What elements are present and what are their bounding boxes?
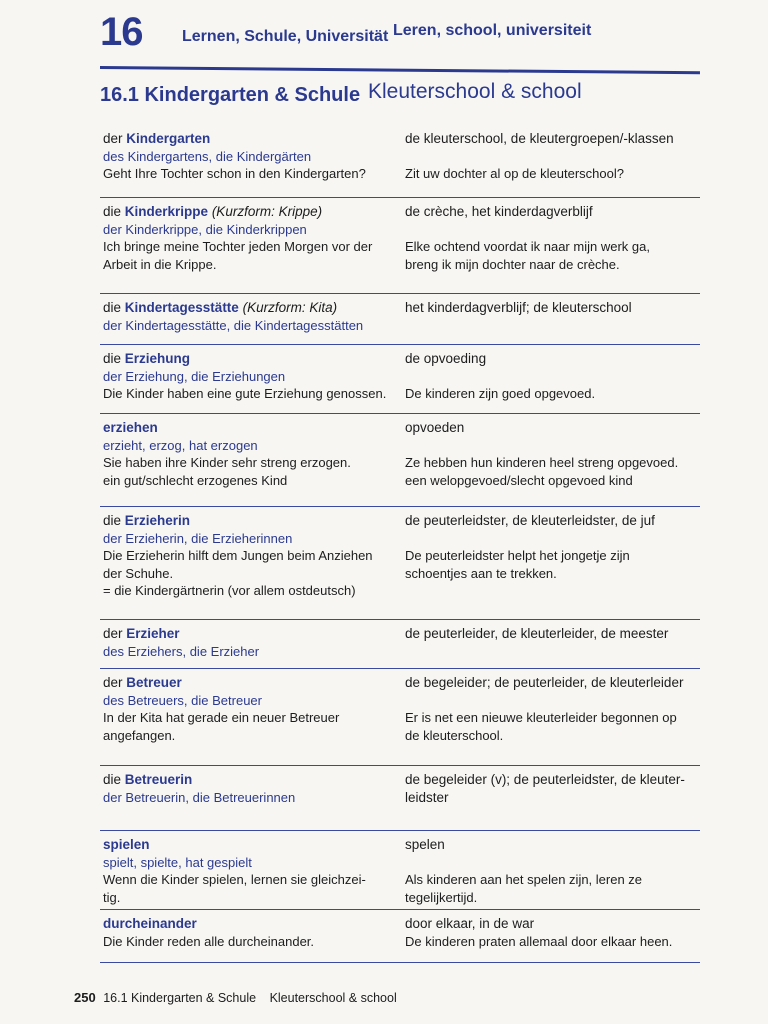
translation: de crèche, het kinderdagverblijf [405, 204, 593, 219]
headword: Erziehung [124, 351, 191, 366]
headword-note: (Kurzform: Krippe) [208, 204, 323, 219]
example-dutch: De kinderen zijn goed opgevoed. [405, 386, 596, 402]
headword: Erzieherin [124, 513, 191, 528]
entry-german [103, 198, 398, 273]
entry-dutch [405, 414, 700, 489]
vocab-entry [100, 345, 700, 414]
chapter-title-dutch: Leren, school, universiteit [393, 22, 592, 39]
entry-headword-line [103, 512, 398, 530]
vocab-entry [100, 669, 700, 766]
translation: de peuterleider, de kleuterleider, de meester [405, 626, 669, 641]
entry-dutch [405, 620, 700, 660]
entry-dutch [405, 125, 700, 183]
example-german: Geht Ihre Tochter schon in den Kindergarten? [103, 166, 366, 182]
example-german: Sie haben ihre Kinder sehr streng erzogen. [103, 455, 351, 471]
example-dutch: De kinderen praten allemaal door elkaar heen. [405, 933, 673, 949]
headword: erziehen [103, 420, 158, 435]
entry-dutch [405, 198, 700, 273]
example-german: Die Kinder haben eine gute Erziehung genossen. [103, 386, 387, 402]
grammar-forms: erzieht, erzog, hat erzogen [103, 437, 258, 453]
example-german: ein gut/schlecht erzogenes Kind [103, 472, 288, 488]
page-number: 250 [74, 990, 96, 1005]
translation: de begeleider (v); de peuterleidster, de kleuter- leidster [405, 772, 685, 805]
section-title-dutch: Kleuterschool & school [368, 80, 582, 103]
entry-headword-line [103, 625, 398, 643]
entry-dutch [405, 831, 700, 906]
grammar-forms: der Erzieherin, die Erzieherinnen [103, 530, 293, 546]
entry-german [103, 507, 398, 600]
headword: spielen [103, 837, 150, 852]
article: der [103, 675, 127, 690]
example-dutch: een welopgevoed/slecht opgevoed kind [405, 472, 633, 488]
vocab-entry [100, 198, 700, 294]
vocab-entry [100, 125, 700, 198]
headword: Erzieher [126, 626, 180, 641]
grammar-forms: des Betreuers, die Betreuer [103, 692, 262, 708]
article: die [103, 300, 125, 315]
entry-dutch [405, 766, 700, 824]
headword: Kindergarten [126, 131, 211, 146]
example-german: Die Erzieherin hilft dem Jungen beim Anziehen der Schuhe. [103, 548, 373, 581]
vocab-entry [100, 910, 700, 963]
vocab-entry [100, 831, 700, 910]
headword: Kindertagesstätte [124, 300, 239, 315]
article: die [103, 513, 125, 528]
example-dutch: Er is net een nieuwe kleuterleider begonnen op de kleuterschool. [405, 710, 677, 743]
entry-german [103, 294, 398, 334]
vocab-entry [100, 414, 700, 507]
article: der [103, 626, 127, 641]
example-german: Die Kinder reden alle durcheinander. [103, 933, 315, 949]
translation: de opvoeding [405, 351, 487, 366]
translation: de peuterleidster, de kleuterleidster, de juf [405, 513, 655, 528]
translation: de begeleider; de peuterleider, de kleuterleider [405, 675, 684, 690]
chapter-header [100, 10, 710, 60]
page-footer [74, 990, 397, 1005]
entry-headword-line [103, 299, 398, 317]
entry-dutch [405, 910, 700, 950]
article: die [103, 204, 125, 219]
vocab-entry [100, 766, 700, 831]
entry-headword-line [103, 836, 398, 854]
vocabulary-list [100, 125, 700, 963]
entry-headword-line [103, 915, 398, 933]
article: der [103, 131, 127, 146]
entry-german [103, 669, 398, 744]
grammar-forms: der Kinderkrippe, die Kinderkrippen [103, 221, 307, 237]
example-dutch: De peuterleidster helpt het jongetje zijn schoentjes aan te trekken. [405, 548, 630, 581]
article: die [103, 772, 125, 787]
entry-headword-line [103, 130, 398, 148]
section-title-german: 16.1 Kindergarten & Schule [100, 84, 361, 106]
entry-german [103, 831, 398, 906]
entry-dutch [405, 669, 700, 744]
example-german: = die Kindergärtnerin (vor allem ostdeutsch) [103, 583, 356, 599]
translation: de kleuterschool, de kleutergroepen/-klassen [405, 131, 674, 146]
example-german: In der Kita hat gerade ein neuer Betreuer angefangen. [103, 710, 340, 743]
headword: durcheinander [103, 916, 197, 931]
entry-dutch [405, 507, 700, 582]
example-dutch: Ze hebben hun kinderen heel streng opgevoed. [405, 455, 679, 471]
footer-section-dutch: Kleuterschool & school [269, 991, 397, 1005]
chapter-title-german: Lernen, Schule, Universität [182, 28, 389, 45]
entry-german [103, 345, 398, 403]
translation: het kinderdagverblijf; de kleuterschool [405, 300, 632, 315]
entry-german [103, 766, 398, 806]
entry-dutch [405, 345, 700, 403]
footer-section-german: 16.1 Kindergarten & Schule [103, 991, 257, 1005]
example-german: Wenn die Kinder spielen, lernen sie gleichzei- tig. [103, 872, 366, 905]
section-header [100, 80, 710, 114]
article: die [103, 351, 125, 366]
grammar-forms: der Kindertagesstätte, die Kindertagesstätten [103, 317, 364, 333]
headword: Betreuerin [124, 772, 193, 787]
translation: spelen [405, 837, 445, 852]
headword: Kinderkrippe [124, 204, 209, 219]
chapter-number: 16 [100, 10, 143, 54]
grammar-forms: der Erziehung, die Erziehungen [103, 368, 286, 384]
translation: opvoeden [405, 420, 465, 435]
example-dutch: Als kinderen aan het spelen zijn, leren ze tegelijkertijd. [405, 872, 643, 905]
entry-headword-line [103, 771, 398, 789]
chapter-rule [100, 66, 700, 74]
example-dutch: Zit uw dochter al op de kleuterschool? [405, 166, 624, 182]
entry-headword-line [103, 350, 398, 368]
entry-headword-line [103, 674, 398, 692]
entry-german [103, 910, 398, 950]
example-german: Ich bringe meine Tochter jeden Morgen vor der Arbeit in die Krippe. [103, 239, 373, 272]
entry-dutch [405, 294, 700, 334]
vocab-entry [100, 507, 700, 620]
grammar-forms: spielt, spielte, hat gespielt [103, 854, 252, 870]
entry-headword-line [103, 419, 398, 437]
example-dutch: Elke ochtend voordat ik naar mijn werk ga, breng ik mijn dochter naar de crèche. [405, 239, 650, 272]
entry-german [103, 125, 398, 183]
entry-headword-line [103, 203, 398, 221]
vocab-entry [100, 620, 700, 669]
headword: Betreuer [126, 675, 182, 690]
headword-note: (Kurzform: Kita) [238, 300, 338, 315]
entry-german [103, 414, 398, 489]
vocab-entry [100, 294, 700, 345]
grammar-forms: der Betreuerin, die Betreuerinnen [103, 789, 296, 805]
grammar-forms: des Erziehers, die Erzieher [103, 643, 260, 659]
grammar-forms: des Kindergartens, die Kindergärten [103, 148, 312, 164]
entry-german [103, 620, 398, 660]
translation: door elkaar, in de war [405, 916, 535, 931]
